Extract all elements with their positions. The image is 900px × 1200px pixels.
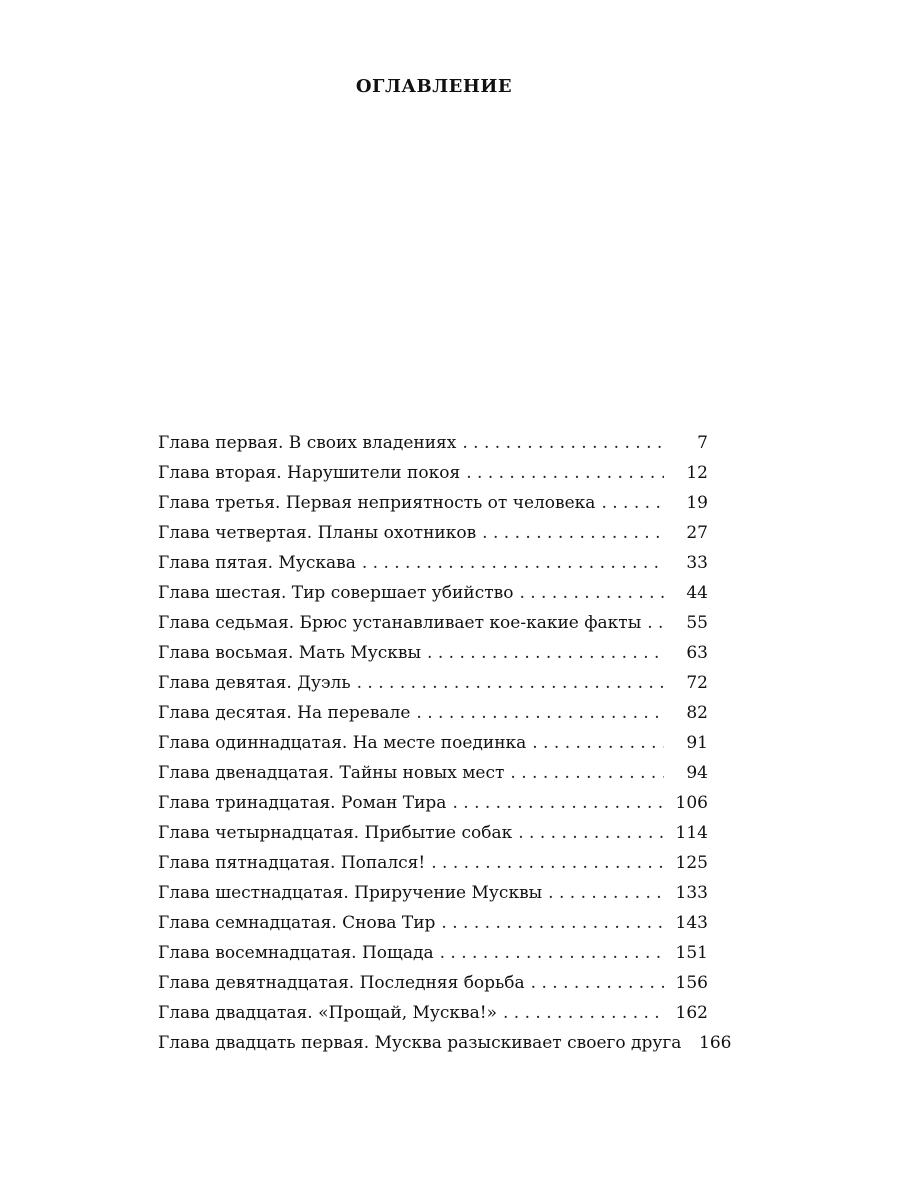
toc-dot-leader xyxy=(601,488,664,518)
toc-dot-leader xyxy=(441,908,664,938)
toc-dot-leader xyxy=(647,608,664,638)
toc-dot-leader xyxy=(357,668,664,698)
toc-entry xyxy=(158,638,708,668)
toc-entry xyxy=(158,548,708,578)
toc-dot-leader xyxy=(431,848,664,878)
toc-entry xyxy=(158,668,708,698)
toc-dot-leader xyxy=(462,428,664,458)
toc-entry-title: Глава девятнадцатая. Последняя борьба xyxy=(158,973,525,993)
toc-entry-page: 94 xyxy=(686,763,708,783)
toc-entry-page: 125 xyxy=(675,853,708,873)
toc-entry-page: 166 xyxy=(699,1033,732,1053)
toc-dot-leader xyxy=(518,818,664,848)
toc-entry-page: 91 xyxy=(686,733,708,753)
toc-entry-page: 114 xyxy=(675,823,708,843)
toc-dot-leader xyxy=(416,698,664,728)
toc-dot-leader xyxy=(440,938,664,968)
table-of-contents xyxy=(158,428,732,1058)
toc-entry-title: Глава двадцатая. «Прощай, Мусква!» xyxy=(158,1003,497,1023)
toc-entry-page: 72 xyxy=(686,673,708,693)
toc-entry xyxy=(158,488,708,518)
toc-entry xyxy=(158,698,708,728)
toc-entry xyxy=(158,908,708,938)
toc-entry-page: 12 xyxy=(686,463,708,483)
page-title: ОГЛАВЛЕНИЕ xyxy=(355,76,513,97)
toc-entry-title: Глава двенадцатая. Тайны новых мест xyxy=(158,763,505,783)
toc-dot-leader xyxy=(548,878,664,908)
toc-entry-page: 162 xyxy=(675,1003,708,1023)
toc-entry-title: Глава пятая. Мускава xyxy=(158,553,356,573)
toc-entry xyxy=(158,578,708,608)
toc-dot-leader xyxy=(452,788,664,818)
toc-entry xyxy=(158,608,708,638)
toc-entry-title: Глава четвертая. Планы охотников xyxy=(158,523,477,543)
toc-dot-leader xyxy=(466,458,664,488)
toc-entry-page: 19 xyxy=(686,493,708,513)
toc-entry-page: 27 xyxy=(686,523,708,543)
toc-entry-page: 44 xyxy=(686,583,708,603)
toc-entry xyxy=(158,458,708,488)
toc-entry-page: 55 xyxy=(686,613,708,633)
toc-entry-title: Глава седьмая. Брюс устанавливает кое-какие факты xyxy=(158,613,642,633)
toc-entry xyxy=(158,518,708,548)
toc-entry-title: Глава восемнадцатая. Пощада xyxy=(158,943,434,963)
toc-entry-title: Глава шестая. Тир совершает убийство xyxy=(158,583,514,603)
toc-entry-page: 82 xyxy=(686,703,708,723)
toc-entry-title: Глава девятая. Дуэль xyxy=(158,673,351,693)
toc-entry xyxy=(158,878,708,908)
toc-entry-page: 33 xyxy=(686,553,708,573)
toc-entry-title: Глава одиннадцатая. На месте поединка xyxy=(158,733,527,753)
toc-entry-page: 156 xyxy=(675,973,708,993)
toc-entry xyxy=(158,938,708,968)
toc-entry xyxy=(158,998,708,1028)
toc-entry-title: Глава третья. Первая неприятность от человека xyxy=(158,493,596,513)
toc-entry-title: Глава двадцать первая. Мусква разыскивает своего друга xyxy=(158,1033,682,1053)
toc-entry xyxy=(158,818,708,848)
toc-entry-title: Глава вторая. Нарушители покоя xyxy=(158,463,461,483)
toc-entry xyxy=(158,1028,732,1058)
toc-dot-leader xyxy=(519,578,664,608)
toc-entry xyxy=(158,968,708,998)
toc-entry-page: 63 xyxy=(686,643,708,663)
toc-entry xyxy=(158,788,708,818)
toc-entry-title: Глава десятая. На перевале xyxy=(158,703,411,723)
toc-dot-leader xyxy=(482,518,664,548)
toc-dot-leader xyxy=(427,638,664,668)
toc-entry xyxy=(158,848,708,878)
toc-entry-page: 143 xyxy=(675,913,708,933)
toc-dot-leader xyxy=(510,758,664,788)
toc-entry-page: 133 xyxy=(675,883,708,903)
toc-entry xyxy=(158,728,708,758)
toc-entry-title: Глава четырнадцатая. Прибытие собак xyxy=(158,823,513,843)
toc-entry-title: Глава тринадцатая. Роман Тира xyxy=(158,793,447,813)
toc-entry xyxy=(158,428,708,458)
toc-entry-title: Глава пятнадцатая. Попался! xyxy=(158,853,426,873)
toc-dot-leader xyxy=(532,728,664,758)
toc-entry-title: Глава первая. В своих владениях xyxy=(158,433,457,453)
toc-entry-title: Глава восьмая. Мать Мусквы xyxy=(158,643,422,663)
toc-entry-page: 151 xyxy=(675,943,708,963)
toc-dot-leader xyxy=(362,548,664,578)
toc-dot-leader xyxy=(531,968,664,998)
toc-entry xyxy=(158,758,708,788)
toc-dot-leader xyxy=(503,998,664,1028)
toc-entry-page: 7 xyxy=(697,433,708,453)
toc-entry-title: Глава шестнадцатая. Приручение Мусквы xyxy=(158,883,543,903)
toc-entry-title: Глава семнадцатая. Снова Тир xyxy=(158,913,436,933)
toc-entry-page: 106 xyxy=(675,793,708,813)
